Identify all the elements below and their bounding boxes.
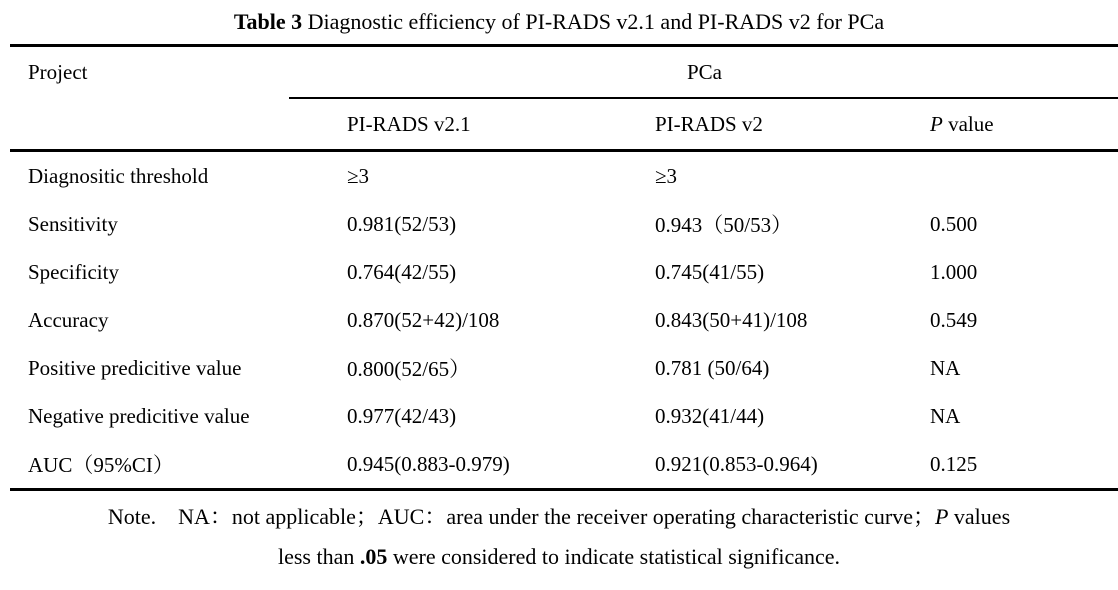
cell-p-value: NA [930, 355, 961, 380]
table-row [0, 296, 1118, 344]
note-text: values [948, 504, 1011, 529]
cell-v21: ≥3 [347, 163, 370, 188]
note-sig-threshold: .05 [359, 544, 388, 569]
table-caption-text: Diagnostic efficiency of PI-RADS v2.1 and PI-RADS v2 for PCa [302, 9, 885, 34]
note-text: less than [277, 544, 360, 569]
note-text: Note. NA：not applicable；AUC：area under the receiver operating characteristic curve； [107, 504, 935, 529]
cell-v2: ≥3 [655, 163, 678, 188]
cell-v21: 0.800(52/65） [347, 357, 471, 381]
header-pca-group: PCa [686, 59, 722, 84]
cell-p-value: 0.125 [930, 451, 978, 476]
table-body [0, 152, 1118, 488]
row-label: Negative predicitive value [28, 403, 250, 428]
cell-v21: 0.945(0.883-0.979) [347, 451, 510, 476]
table-caption [0, 9, 1118, 35]
header-p-value [930, 112, 1118, 137]
cell-v2: 0.932(41/44) [655, 403, 765, 428]
header-pi-rads-v21: PI-RADS v2.1 [347, 112, 471, 136]
p-value-rest: value [942, 112, 994, 136]
pca-group-rule [289, 97, 1118, 99]
row-label: Accuracy [28, 307, 109, 332]
row-label: Specificity [28, 259, 119, 284]
header-row-group [0, 47, 1118, 97]
cell-v2: 0.921(0.853-0.964) [655, 451, 818, 476]
table-row [0, 200, 1118, 248]
note-line-1 [0, 497, 1118, 537]
cell-v21: 0.981(52/53) [347, 211, 457, 236]
cell-p-value: NA [930, 403, 961, 428]
table-row [0, 152, 1118, 200]
note-p-italic: P [934, 504, 949, 529]
cell-v2: 0.745(41/55) [655, 259, 765, 284]
cell-v21: 0.977(42/43) [347, 403, 457, 428]
header-pi-rads-v2: PI-RADS v2 [655, 112, 763, 136]
p-value-italic: P [930, 112, 943, 136]
cell-v21: 0.764(42/55) [347, 259, 457, 284]
cell-v2: 0.781 (50/64) [655, 355, 770, 380]
cell-v21: 0.870(52+42)/108 [347, 307, 500, 332]
cell-p-value: 0.500 [930, 211, 978, 236]
cell-v2: 0.943（50/53） [655, 213, 793, 237]
row-label: Sensitivity [28, 211, 118, 236]
note-text: were considered to indicate statistical significance. [387, 544, 841, 569]
table-row [0, 392, 1118, 440]
cell-p-value: 1.000 [930, 259, 978, 284]
header-row-columns [0, 100, 1118, 149]
row-label: Positive predicitive value [28, 355, 242, 380]
table-row [0, 248, 1118, 296]
table-note [0, 497, 1118, 577]
bottom-rule [10, 488, 1118, 491]
row-label: Diagnositic threshold [28, 163, 209, 188]
note-line-2 [0, 537, 1118, 577]
row-label: AUC（95%CI） [28, 453, 174, 477]
cell-v2: 0.843(50+41)/108 [655, 307, 808, 332]
table-caption-number: Table 3 [233, 9, 303, 34]
table-row [0, 344, 1118, 392]
table-row [0, 440, 1118, 488]
header-project: Project [28, 59, 88, 84]
cell-p-value: 0.549 [930, 307, 978, 332]
